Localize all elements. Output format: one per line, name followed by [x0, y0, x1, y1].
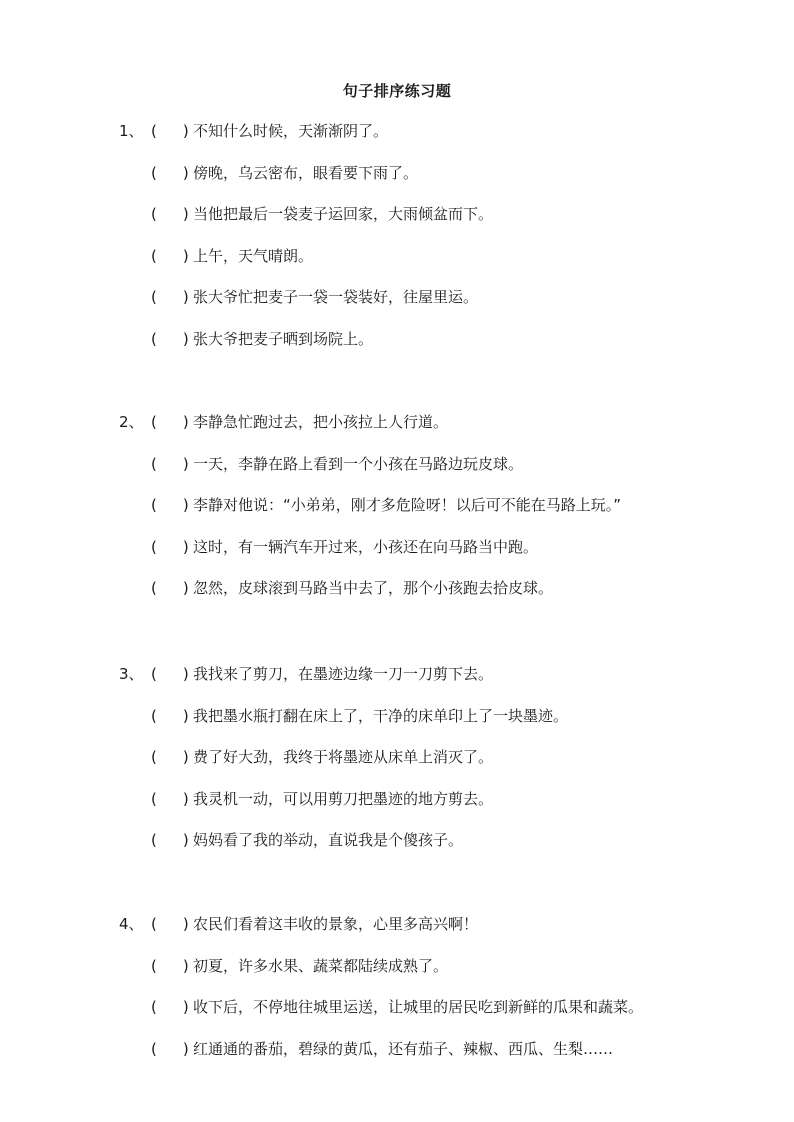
sentence-line [0, 452, 794, 476]
sentence-text: 我灵机一动，可以用剪刀把墨迹的地方剪去。 [193, 789, 494, 808]
sentence-line [0, 327, 794, 351]
sentence-text: 费了好大劲，我终于将墨迹从床单上消灭了。 [193, 748, 494, 767]
answer-blank[interactable] [151, 912, 191, 936]
paren-left: ( [151, 789, 157, 808]
sentence-line [0, 828, 794, 852]
answer-blank[interactable] [151, 787, 191, 811]
sentence-text: 当他把最后一袋麦子运回家，大雨倾盆而下。 [193, 205, 494, 224]
paren-left: ( [151, 288, 157, 307]
paren-right: ) [182, 915, 189, 933]
question-number: 1、 [119, 122, 144, 140]
paren-right: ) [182, 1039, 189, 1058]
paren-left: ( [151, 998, 157, 1017]
answer-blank[interactable] [151, 576, 191, 600]
paren-left: ( [151, 537, 157, 556]
answer-blank[interactable] [151, 410, 191, 434]
paren-left: ( [151, 122, 157, 140]
paren-right: ) [182, 579, 189, 598]
paren-right: ) [182, 330, 189, 348]
sentence-line [0, 493, 794, 517]
answer-blank[interactable] [151, 327, 191, 351]
sentence-line [0, 954, 794, 978]
paren-left: ( [151, 413, 157, 431]
paren-right: ) [182, 665, 189, 683]
answer-blank[interactable] [151, 119, 191, 143]
paren-left: ( [151, 831, 157, 850]
answer-blank[interactable] [151, 1037, 191, 1061]
paren-right: ) [182, 998, 189, 1017]
sentence-text: 傍晚，乌云密布，眼看要下雨了。 [193, 163, 419, 182]
answer-blank[interactable] [151, 745, 191, 769]
sentence-text: 初夏，许多水果、蔬菜都陆续成熟了。 [193, 956, 449, 975]
question-number: 2、 [119, 413, 144, 431]
sentence-text: 我找来了剪刀，在墨迹边缘一刀一刀剪下去。 [193, 665, 494, 683]
paren-right: ) [182, 789, 189, 808]
answer-blank[interactable] [151, 995, 191, 1019]
sentence-text: 上午，天气晴朗。 [193, 246, 314, 265]
answer-blank[interactable] [151, 704, 191, 728]
paren-left: ( [151, 163, 157, 182]
answer-blank[interactable] [151, 452, 191, 476]
sentence-line [0, 995, 794, 1019]
paren-right: ) [182, 122, 189, 140]
sentence-line [0, 244, 794, 268]
sentence-line [0, 161, 794, 185]
paren-left: ( [151, 915, 157, 933]
sentence-text: 张大爷忙把麦子一袋一袋装好，往屋里运。 [193, 288, 479, 307]
answer-blank[interactable] [151, 244, 191, 268]
sentence-text: 妈妈看了我的举动，直说我是个傻孩子。 [193, 831, 464, 850]
sentence-line [0, 576, 794, 600]
answer-blank[interactable] [151, 662, 191, 686]
paren-right: ) [182, 246, 189, 265]
sentence-line [0, 119, 794, 143]
paren-right: ) [182, 454, 189, 473]
question-number: 3、 [119, 665, 144, 683]
sentence-text: 李静对他说：“小弟弟，刚才多危险呀！以后可不能在马路上玩。” [193, 496, 622, 515]
sentence-line [0, 1037, 794, 1061]
paren-right: ) [182, 831, 189, 850]
sentence-line [0, 535, 794, 559]
paren-right: ) [182, 288, 189, 307]
paren-left: ( [151, 246, 157, 265]
sentence-text: 农民们看着这丰收的景象，心里多高兴啊！ [193, 915, 479, 933]
sentence-line [0, 912, 794, 936]
paren-right: ) [182, 706, 189, 725]
sentence-line [0, 410, 794, 434]
paren-left: ( [151, 496, 157, 515]
sentence-text: 这时，有一辆汽车开过来，小孩还在向马路当中跑。 [193, 537, 539, 556]
paren-right: ) [182, 205, 189, 224]
sentence-line [0, 662, 794, 686]
answer-blank[interactable] [151, 161, 191, 185]
paren-left: ( [151, 205, 157, 224]
paren-left: ( [151, 706, 157, 725]
answer-blank[interactable] [151, 954, 191, 978]
sentence-line [0, 285, 794, 309]
answer-blank[interactable] [151, 285, 191, 309]
sentence-line [0, 202, 794, 226]
page-title: 句子排序练习题 [342, 82, 452, 100]
paren-left: ( [151, 454, 157, 473]
sentence-text: 收下后，不停地往城里运送，让城里的居民吃到新鲜的瓜果和蔬菜。 [193, 998, 644, 1017]
paren-right: ) [182, 956, 189, 975]
answer-blank[interactable] [151, 535, 191, 559]
sentence-text: 不知什么时候，天渐渐阴了。 [193, 122, 389, 140]
sentence-line [0, 704, 794, 728]
sentence-text: 红通通的番茄，碧绿的黄瓜，还有茄子、辣椒、西瓜、生梨…… [193, 1039, 614, 1058]
sentence-text: 一天，李静在路上看到一个小孩在马路边玩皮球。 [193, 454, 524, 473]
paren-right: ) [182, 413, 189, 431]
question-number: 4、 [119, 915, 144, 933]
answer-blank[interactable] [151, 828, 191, 852]
sentence-text: 张大爷把麦子晒到场院上。 [193, 330, 374, 348]
paren-right: ) [182, 537, 189, 556]
paren-left: ( [151, 956, 157, 975]
paren-right: ) [182, 163, 189, 182]
paren-left: ( [151, 1039, 157, 1058]
paren-left: ( [151, 748, 157, 767]
sentence-text: 我把墨水瓶打翻在床上了，干净的床单印上了一块墨迹。 [193, 706, 569, 725]
sentence-text: 李静急忙跑过去，把小孩拉上人行道。 [193, 413, 449, 431]
answer-blank[interactable] [151, 493, 191, 517]
sentence-line [0, 787, 794, 811]
answer-blank[interactable] [151, 202, 191, 226]
paren-right: ) [182, 496, 189, 515]
sentence-line [0, 745, 794, 769]
paren-left: ( [151, 665, 157, 683]
paren-right: ) [182, 748, 189, 767]
sentence-text: 忽然，皮球滚到马路当中去了，那个小孩跑去拾皮球。 [193, 579, 554, 598]
paren-left: ( [151, 330, 157, 348]
paren-left: ( [151, 579, 157, 598]
